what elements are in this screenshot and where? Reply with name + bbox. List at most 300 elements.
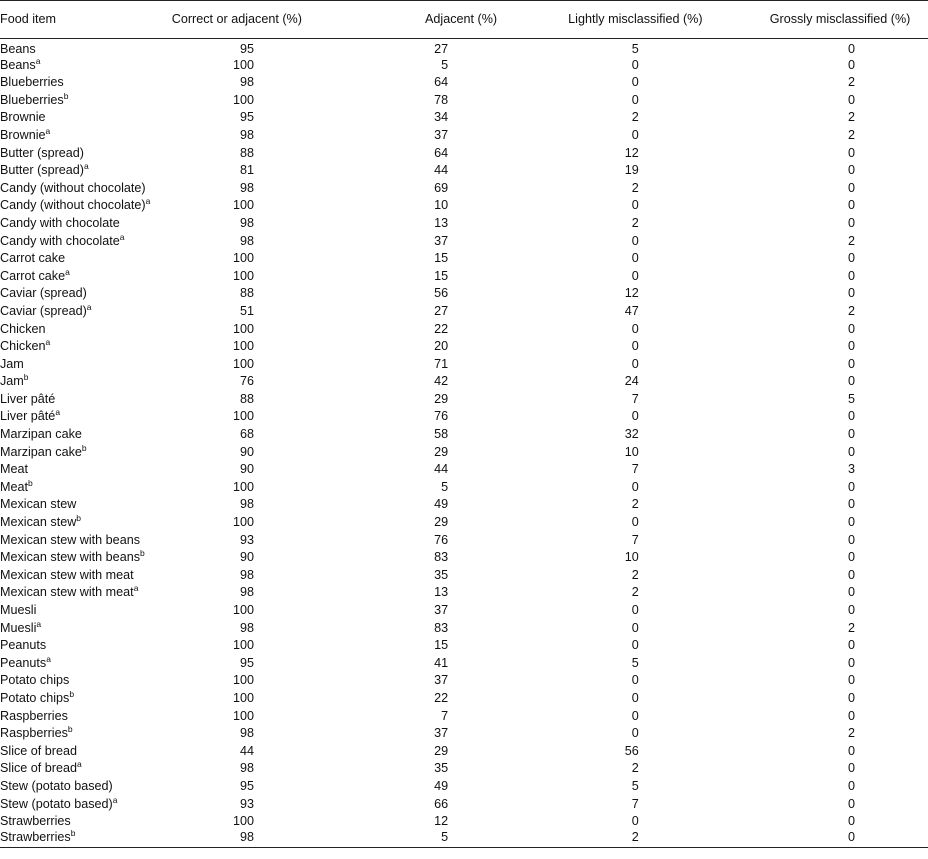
food-item-cell: [0, 566, 168, 584]
correct-or-adjacent-cell: 90: [239, 550, 254, 565]
food-item-cell: [0, 232, 168, 250]
food-item-cell: [0, 584, 168, 602]
food-item-label: Slice of bread: [0, 761, 78, 776]
grossly-misclassified-cell: 0: [847, 603, 855, 617]
grossly-misclassified-cell: 0: [847, 497, 855, 512]
lightly-misclassified-cell: 7: [631, 462, 639, 477]
lightly-misclassified-cell: 32: [624, 427, 639, 442]
food-item-cell: [0, 162, 168, 180]
food-item-label: Mexican stew with beans: [0, 550, 140, 565]
table-row: [0, 584, 928, 602]
food-item-cell: [0, 795, 168, 813]
food-item-cell: [0, 126, 168, 144]
food-item-cell: [0, 531, 168, 549]
food-item-label: Potato chips: [0, 690, 70, 705]
table-row: [0, 742, 928, 760]
correct-or-adjacent-cell: 100: [232, 479, 254, 494]
grossly-misclassified-cell: 0: [847, 444, 855, 459]
adjacent-cell: 5: [441, 479, 449, 494]
food-item-label: Muesli: [0, 603, 37, 617]
table-row: [0, 549, 928, 567]
food-item-cell: [0, 725, 168, 743]
food-item-label: Liver pâté: [0, 409, 56, 424]
adjacent-cell: 29: [434, 515, 449, 530]
food-item-label: Peanuts: [0, 655, 47, 670]
food-item-cell: [0, 496, 168, 514]
table-row: [0, 214, 928, 232]
food-item-cell: [0, 443, 168, 461]
grossly-misclassified-cell: 0: [847, 778, 855, 793]
lightly-misclassified-cell: 47: [624, 303, 639, 318]
adjacent-cell: 56: [434, 286, 449, 301]
correct-or-adjacent-cell: 98: [168, 830, 325, 848]
grossly-misclassified-cell: 0: [847, 42, 855, 57]
grossly-misclassified-cell: 0: [847, 268, 855, 283]
grossly-misclassified-cell: 0: [847, 409, 855, 424]
lightly-misclassified-cell: 7: [631, 391, 639, 406]
lightly-misclassified-cell: 7: [631, 532, 639, 547]
footnote-marker: b: [70, 827, 76, 838]
correct-or-adjacent-cell: 98: [239, 620, 254, 635]
table-row: [0, 179, 928, 197]
lightly-misclassified-cell: 2: [631, 585, 639, 600]
footnote-marker: a: [119, 231, 125, 242]
lightly-misclassified-cell: 0: [631, 268, 639, 283]
food-item-label: Meat: [0, 462, 28, 477]
footnote-marker: b: [81, 442, 87, 453]
grossly-misclassified-cell: 0: [847, 215, 855, 230]
lightly-misclassified-cell: 0: [631, 233, 639, 248]
lightly-misclassified-cell: 0: [631, 92, 639, 107]
header-food-item: Food item: [0, 1, 168, 39]
adjacent-cell: 5: [325, 830, 520, 848]
adjacent-cell: 49: [434, 778, 449, 793]
footnote-marker: a: [45, 337, 51, 348]
correct-or-adjacent-cell: 100: [232, 251, 254, 266]
header-row: [0, 1, 928, 39]
correct-or-adjacent-cell: 100: [232, 268, 254, 283]
food-item-label: Meat: [0, 479, 28, 494]
food-item-label: Raspberries: [0, 708, 68, 723]
table-row: [0, 320, 928, 338]
lightly-misclassified-cell: 0: [631, 75, 639, 90]
lightly-misclassified-cell: 0: [631, 708, 639, 723]
grossly-misclassified-cell: 0: [847, 321, 855, 336]
food-item-label: Stew (potato based): [0, 796, 113, 811]
adjacent-cell: 37: [434, 726, 449, 741]
grossly-misclassified-cell: 0: [847, 761, 855, 776]
grossly-misclassified-cell: 0: [847, 251, 855, 266]
lightly-misclassified-cell: 2: [631, 761, 639, 776]
table-row: [0, 285, 928, 303]
lightly-misclassified-cell: 5: [631, 655, 639, 670]
grossly-misclassified-cell: 0: [847, 567, 855, 582]
correct-or-adjacent-cell: 95: [239, 42, 254, 57]
table-row: [0, 91, 928, 109]
adjacent-cell: 49: [434, 497, 449, 512]
food-item-label: Raspberries: [0, 726, 68, 741]
adjacent-cell: 64: [434, 75, 449, 90]
lightly-misclassified-cell: 2: [631, 215, 639, 230]
adjacent-cell: 34: [434, 110, 449, 125]
adjacent-cell: 83: [434, 620, 449, 635]
food-item-cell: [0, 214, 168, 232]
food-item-cell: [0, 827, 168, 848]
food-item-cell: [0, 338, 168, 356]
food-item-label: Butter (spread): [0, 163, 84, 178]
correct-or-adjacent-cell: 100: [232, 603, 254, 617]
adjacent-cell: 78: [434, 92, 449, 107]
grossly-misclassified-cell: 0: [847, 356, 855, 371]
food-item-cell: [0, 777, 168, 795]
adjacent-cell: 15: [434, 638, 449, 653]
food-item-label: Mexican stew with meat: [0, 585, 134, 600]
adjacent-cell: 7: [441, 708, 449, 723]
lightly-misclassified-cell: 0: [631, 339, 639, 354]
footnote-marker: a: [45, 125, 51, 136]
correct-or-adjacent-cell: 100: [232, 814, 254, 829]
grossly-misclassified-cell: 0: [847, 198, 855, 213]
food-item-label: Strawberries: [0, 829, 71, 844]
adjacent-cell: 20: [434, 339, 449, 354]
correct-or-adjacent-cell: 90: [239, 444, 254, 459]
footnote-marker: b: [140, 548, 145, 559]
lightly-misclassified-cell: 0: [631, 620, 639, 635]
adjacent-cell: 76: [434, 409, 449, 424]
grossly-misclassified-cell: 0: [847, 796, 855, 811]
adjacent-cell: 37: [434, 673, 449, 688]
lightly-misclassified-cell: 0: [631, 409, 639, 424]
grossly-misclassified-cell: 0: [847, 145, 855, 160]
correct-or-adjacent-cell: 95: [239, 778, 254, 793]
food-item-label: Marzipan cake: [0, 444, 82, 459]
grossly-misclassified-cell: 0: [847, 180, 855, 195]
food-item-label: Carrot cake: [0, 251, 66, 266]
correct-or-adjacent-cell: 100: [232, 690, 254, 705]
grossly-misclassified-cell: 0: [847, 427, 855, 442]
footnote-marker: a: [86, 301, 92, 312]
lightly-misclassified-cell: 7: [631, 796, 639, 811]
adjacent-cell: 29: [434, 391, 449, 406]
food-item-cell: [0, 144, 168, 162]
adjacent-cell: 35: [434, 761, 449, 776]
footnote-marker: a: [77, 759, 82, 770]
food-item-label: Potato chips: [0, 673, 70, 688]
table-row: [0, 408, 928, 426]
adjacent-cell: 64: [434, 145, 449, 160]
adjacent-cell: 44: [434, 462, 449, 477]
grossly-misclassified-cell: 0: [847, 655, 855, 670]
grossly-misclassified-cell: 5: [847, 391, 855, 406]
lightly-misclassified-cell: 12: [624, 145, 639, 160]
correct-or-adjacent-cell: 100: [232, 321, 254, 336]
lightly-misclassified-cell: 10: [624, 550, 639, 565]
grossly-misclassified-cell: 0: [847, 638, 855, 653]
grossly-misclassified-cell: 0: [847, 743, 855, 758]
adjacent-cell: 13: [434, 215, 449, 230]
food-item-cell: [0, 302, 168, 320]
lightly-misclassified-cell: 0: [631, 251, 639, 266]
food-item-cell: [0, 320, 168, 338]
adjacent-cell: 37: [434, 603, 449, 617]
correct-or-adjacent-cell: 100: [232, 638, 254, 653]
lightly-misclassified-cell: 2: [631, 110, 639, 125]
food-item-label: Jam: [0, 374, 24, 389]
food-item-cell: [0, 56, 168, 74]
food-item-label: Beans: [0, 57, 36, 72]
food-item-cell: [0, 373, 168, 391]
lightly-misclassified-cell: 0: [631, 57, 639, 72]
footnote-marker: a: [36, 618, 42, 629]
correct-or-adjacent-cell: 98: [239, 726, 254, 741]
food-item-label: Candy (without chocolate): [0, 198, 146, 213]
adjacent-cell: 22: [434, 690, 449, 705]
table-row: [0, 654, 928, 672]
grossly-misclassified-cell: 3: [847, 462, 855, 477]
adjacent-cell: 29: [434, 444, 449, 459]
table-row: [0, 267, 928, 285]
correct-or-adjacent-cell: 100: [232, 673, 254, 688]
table-row: [0, 74, 928, 92]
correct-or-adjacent-cell: 51: [239, 303, 254, 318]
table-row: [0, 496, 928, 514]
food-item-cell: [0, 707, 168, 725]
lightly-misclassified-cell: 0: [631, 515, 639, 530]
grossly-misclassified-cell: 2: [847, 303, 855, 318]
table-row: [0, 197, 928, 215]
table-header: [0, 1, 928, 39]
adjacent-cell: 35: [434, 567, 449, 582]
footnote-marker: b: [28, 477, 33, 488]
table-row: [0, 56, 928, 74]
food-item-label: Caviar (spread): [0, 303, 87, 318]
footnote-marker: b: [23, 372, 29, 383]
food-item-label: Chicken: [0, 321, 46, 336]
lightly-misclassified-cell: 0: [631, 198, 639, 213]
adjacent-cell: 71: [434, 356, 449, 371]
grossly-misclassified-cell: 0: [847, 339, 855, 354]
food-item-cell: [0, 654, 168, 672]
grossly-misclassified-cell: 0: [847, 673, 855, 688]
correct-or-adjacent-cell: 95: [239, 110, 254, 125]
grossly-misclassified-cell: 0: [847, 374, 855, 389]
food-item-label: Liver pâté: [0, 391, 56, 406]
food-item-cell: [0, 689, 168, 707]
grossly-misclassified-cell: 0: [847, 690, 855, 705]
adjacent-cell: 15: [434, 268, 449, 283]
table-row: [0, 725, 928, 743]
table-row: [0, 760, 928, 778]
food-item-cell: [0, 478, 168, 496]
correct-or-adjacent-cell: 76: [239, 374, 254, 389]
correct-or-adjacent-cell: 100: [232, 708, 254, 723]
footnote-marker: a: [65, 266, 70, 277]
table-row: [0, 426, 928, 444]
adjacent-cell: 58: [434, 427, 449, 442]
grossly-misclassified-cell: 0: [847, 57, 855, 72]
correct-or-adjacent-cell: 44: [239, 743, 254, 758]
food-item-cell: [0, 250, 168, 268]
correct-or-adjacent-cell: 100: [232, 409, 254, 424]
food-item-label: Brownie: [0, 110, 46, 125]
table-row: [0, 443, 928, 461]
food-item-cell: [0, 109, 168, 127]
food-item-label: Mexican stew: [0, 497, 77, 512]
grossly-misclassified-cell: 0: [847, 585, 855, 600]
table-row: [0, 531, 928, 549]
lightly-misclassified-cell: 0: [631, 814, 639, 829]
footnote-marker: a: [84, 161, 89, 172]
footnote-marker: b: [69, 688, 75, 699]
grossly-misclassified-cell: 2: [847, 75, 855, 90]
grossly-misclassified-cell: 2: [847, 620, 855, 635]
adjacent-cell: 13: [434, 585, 449, 600]
food-item-label: Mexican stew with meat: [0, 567, 134, 582]
food-item-label: Carrot cake: [0, 268, 66, 283]
table-row: [0, 619, 928, 637]
table-row: [0, 144, 928, 162]
footnote-marker: a: [35, 55, 41, 66]
food-item-label: Jam: [0, 356, 24, 371]
food-item-label: Butter (spread): [0, 145, 84, 160]
footnote-marker: b: [63, 90, 69, 101]
food-item-label: Mexican stew with beans: [0, 532, 140, 547]
table-row: [0, 566, 928, 584]
lightly-misclassified-cell: 19: [624, 163, 639, 178]
lightly-misclassified-cell: 0: [631, 479, 639, 494]
correct-or-adjacent-cell: 98: [239, 127, 254, 142]
grossly-misclassified-cell: 2: [847, 127, 855, 142]
correct-or-adjacent-cell: 88: [239, 391, 254, 406]
food-item-cell: [0, 285, 168, 303]
correct-or-adjacent-cell: 93: [239, 796, 254, 811]
food-item-cell: [0, 549, 168, 567]
header-correct-or-adjacent: Correct or adjacent (%): [168, 1, 325, 39]
grossly-misclassified-cell: 0: [847, 550, 855, 565]
food-item-label: Muesli: [0, 620, 37, 635]
table-body: [0, 39, 928, 848]
table-row: [0, 461, 928, 479]
food-item-cell: [0, 637, 168, 655]
correct-or-adjacent-cell: 100: [232, 339, 254, 354]
grossly-misclassified-cell: 2: [847, 726, 855, 741]
correct-or-adjacent-cell: 100: [232, 92, 254, 107]
footnote-marker: a: [133, 583, 139, 594]
food-item-label: Peanuts: [0, 638, 47, 653]
correct-or-adjacent-cell: 100: [232, 515, 254, 530]
lightly-misclassified-cell: 24: [624, 374, 639, 389]
food-item-label: Candy with chocolate: [0, 233, 120, 248]
food-item-cell: [0, 672, 168, 690]
food-item-label: Stew (potato based): [0, 778, 113, 793]
food-item-cell: [0, 390, 168, 408]
food-item-cell: [0, 461, 168, 479]
correct-or-adjacent-cell: 90: [239, 462, 254, 477]
food-item-cell: [0, 813, 168, 831]
lightly-misclassified-cell: 0: [631, 638, 639, 653]
lightly-misclassified-cell: 0: [631, 321, 639, 336]
lightly-misclassified-cell: 0: [631, 690, 639, 705]
food-item-cell: [0, 267, 168, 285]
lightly-misclassified-cell: 2: [520, 830, 729, 848]
food-item-label: Candy (without chocolate): [0, 180, 146, 195]
table-row: [0, 39, 928, 57]
food-item-cell: [0, 74, 168, 92]
table-row: [0, 109, 928, 127]
correct-or-adjacent-cell: 98: [239, 497, 254, 512]
adjacent-cell: 15: [434, 251, 449, 266]
food-item-cell: [0, 355, 168, 373]
adjacent-cell: 83: [434, 550, 449, 565]
lightly-misclassified-cell: 0: [631, 603, 639, 617]
footnote-marker: b: [67, 724, 73, 735]
adjacent-cell: 66: [434, 796, 449, 811]
lightly-misclassified-cell: 10: [624, 444, 639, 459]
correct-or-adjacent-cell: 100: [232, 198, 254, 213]
footnote-marker: a: [46, 653, 51, 664]
food-item-cell: [0, 602, 168, 620]
adjacent-cell: 37: [434, 233, 449, 248]
food-item-label: Brownie: [0, 127, 46, 142]
table-row: [0, 355, 928, 373]
correct-or-adjacent-cell: 68: [239, 427, 254, 442]
food-item-cell: [0, 408, 168, 426]
food-item-cell: [0, 91, 168, 109]
grossly-misclassified-cell: 0: [847, 286, 855, 301]
lightly-misclassified-cell: 5: [631, 42, 639, 57]
grossly-misclassified-cell: 0: [847, 479, 855, 494]
grossly-misclassified-cell: 0: [847, 163, 855, 178]
correct-or-adjacent-cell: 98: [239, 761, 254, 776]
food-item-cell: [0, 179, 168, 197]
footnote-marker: a: [112, 794, 118, 805]
header-lightly-misclassified: Lightly misclassified (%): [520, 1, 729, 39]
footnote-marker: b: [76, 513, 82, 524]
correct-or-adjacent-cell: 98: [239, 180, 254, 195]
grossly-misclassified-cell: 2: [847, 110, 855, 125]
adjacent-cell: 76: [434, 532, 449, 547]
food-item-cell: [0, 742, 168, 760]
adjacent-cell: 29: [434, 743, 449, 758]
grossly-misclassified-cell: 0: [847, 92, 855, 107]
grossly-misclassified-cell: 0: [847, 515, 855, 530]
grossly-misclassified-cell: 2: [847, 233, 855, 248]
grossly-misclassified-cell: 0: [847, 814, 855, 829]
grossly-misclassified-cell: 0: [847, 532, 855, 547]
table-row: [0, 813, 928, 831]
lightly-misclassified-cell: 2: [631, 180, 639, 195]
lightly-misclassified-cell: 0: [631, 673, 639, 688]
adjacent-cell: 5: [441, 57, 449, 72]
food-item-cell: [0, 619, 168, 637]
food-item-cell: [0, 760, 168, 778]
correct-or-adjacent-cell: 98: [239, 585, 254, 600]
food-item-cell: [0, 197, 168, 215]
adjacent-cell: 44: [434, 163, 449, 178]
food-item-label: Mexican stew: [0, 515, 77, 530]
table-row: [0, 514, 928, 532]
correct-or-adjacent-cell: 81: [239, 163, 254, 178]
correct-or-adjacent-cell: 100: [232, 356, 254, 371]
lightly-misclassified-cell: 56: [624, 743, 639, 758]
lightly-misclassified-cell: 0: [631, 356, 639, 371]
lightly-misclassified-cell: 0: [631, 726, 639, 741]
adjacent-cell: 37: [434, 127, 449, 142]
table-row: [0, 373, 928, 391]
table-row: [0, 250, 928, 268]
table-row: [0, 126, 928, 144]
header-grossly-misclassified: Grossly misclassified (%): [729, 1, 928, 39]
